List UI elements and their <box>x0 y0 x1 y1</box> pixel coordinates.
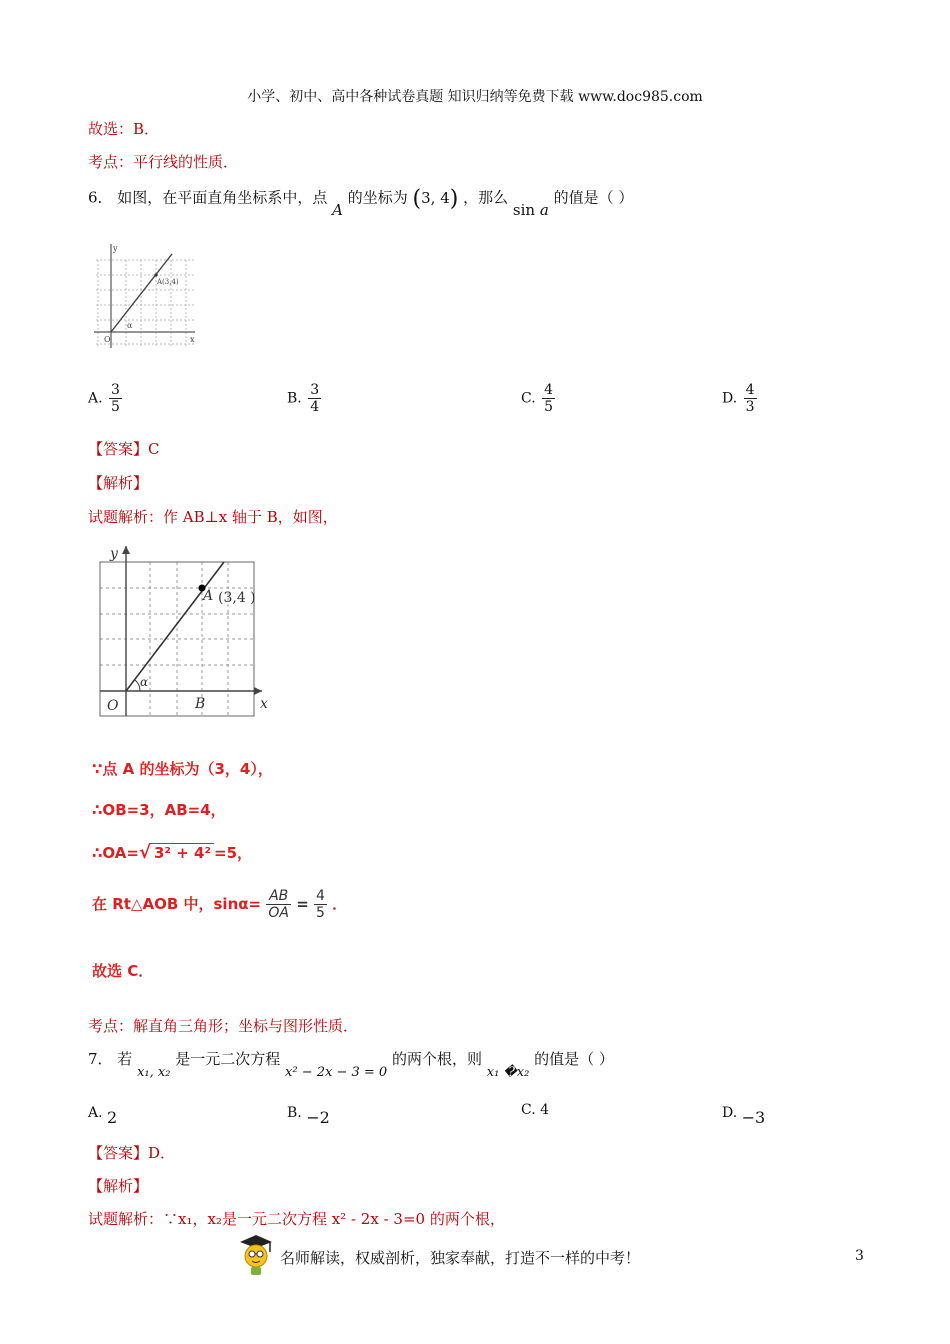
q7-option-a-letter: A. <box>88 1105 103 1121</box>
q6-small-label-alpha: α <box>127 321 133 330</box>
q6-solution-label-a: A <box>203 588 214 604</box>
q7-option-b-value: −2 <box>306 1108 330 1127</box>
q6-option-a-num: 3 <box>111 382 120 398</box>
q6-sin: sin <box>512 200 536 219</box>
q6-solution-label-x: x <box>260 696 268 712</box>
q6-solution-frac1-num: AB <box>266 888 291 905</box>
q7-analysis: 试题解析：∵x₁，x₂是一元二次方程 x² - 2x - 3=0 的两个根， <box>88 1210 505 1228</box>
q7-equation: x² − 2x − 3 = 0 <box>285 1065 388 1080</box>
q6-solution-frac2-den: 5 <box>316 905 325 921</box>
q6-small-label-x: x <box>190 335 195 344</box>
q6-solution-line-3-suffix: =5， <box>214 844 253 862</box>
q7-option-d-letter: D. <box>722 1105 738 1121</box>
q6-option-b-num: 3 <box>310 382 320 398</box>
q7-stem-mid2: 的两个根，则 <box>391 1050 482 1068</box>
q6-small-label-o: O <box>104 335 111 344</box>
q7-option-c-letter: C. <box>521 1102 536 1118</box>
q6-small-label-a: A(3,4) <box>157 278 179 286</box>
q7-jiexi-label: 【解析】 <box>88 1177 149 1195</box>
q6-option-d-letter: D. <box>722 390 738 407</box>
q7-option-b-letter: B. <box>287 1105 302 1121</box>
page-number: 3 <box>855 1248 864 1264</box>
q6-solution-line-1: ∵点 A 的坐标为（3，4）， <box>92 760 273 778</box>
q6-option-a-letter: A. <box>88 390 103 407</box>
q6-point-letter: A <box>332 200 343 219</box>
q6-solution-label-coord: (3,4 ) <box>218 590 256 606</box>
q6-coord: (3, 4) <box>412 186 459 211</box>
q7-product: x₁ �x₂ <box>486 1065 530 1080</box>
q6-option-b-den: 4 <box>310 399 320 415</box>
q7-answer: 【答案】D． <box>88 1144 176 1162</box>
q6-option-c-den: 5 <box>544 399 554 415</box>
q6-option-b-letter: B. <box>287 390 302 407</box>
q7-roots: x₁, x₂ <box>137 1065 171 1080</box>
q6-jiexi-label: 【解析】 <box>88 474 149 492</box>
q6-solution-line-3-prefix: ∴OA= <box>92 844 139 862</box>
q7-option-a <box>88 1102 118 1127</box>
q6-solution-label-y: y <box>110 546 118 562</box>
q6-coord-values: 3, 4 <box>421 188 450 207</box>
q6-solution-frac2-num: 4 <box>316 888 325 904</box>
q6-solution-line-4-suffix: ． <box>332 895 348 913</box>
q6-option-b <box>287 382 321 415</box>
q6-solution-line-5: 故选 C． <box>92 962 154 980</box>
prev-kaodian-line: 考点：平行线的性质． <box>88 153 239 171</box>
q7-option-a-value: 2 <box>107 1108 118 1127</box>
q6-small-figure <box>90 240 205 352</box>
q6-solution-line-3: ∴OA=√ 3² + 4² =5， <box>92 842 253 863</box>
q6-option-c <box>521 382 555 415</box>
q6-solution-radicand: 3² + 4² <box>151 843 214 862</box>
q6-sin-expression <box>513 201 549 219</box>
q6-solution-eq: = <box>296 895 309 913</box>
page-header: 小学、初中、高中各种试卷真题 知识归纳等免费下载 www.doc985.com <box>247 89 703 105</box>
q7-option-d <box>722 1102 766 1127</box>
q6-solution-line-4-prefix: 在 Rt△AOB 中，sinα= <box>92 895 262 913</box>
q6-option-d-num: 4 <box>745 382 755 398</box>
q6-solution-frac1-den: OA <box>268 905 289 921</box>
q6-stem-mid: 的坐标为 <box>347 188 408 207</box>
q6-option-c-num: 4 <box>544 382 554 398</box>
q6-solution-figure <box>92 538 282 723</box>
q6-option-a <box>88 382 122 415</box>
q6-solution-label-alpha: α <box>140 675 149 689</box>
q6-solution-line-2: ∴OB=3，AB=4， <box>92 801 226 819</box>
q6-option-c-letter: C. <box>521 390 536 407</box>
q6-analysis: 试题解析：作 AB⊥x 轴于 B，如图， <box>88 508 338 526</box>
q6-answer: 【答案】C <box>88 440 160 458</box>
q7-option-c-value: 4 <box>540 1102 550 1118</box>
q6-solution-label-o: O <box>107 698 119 714</box>
q6-kaodian: 考点：解直角三角形；坐标与图形性质． <box>88 1017 359 1035</box>
q6-small-label-y: y <box>113 244 118 253</box>
q7-option-b <box>287 1102 330 1127</box>
q7-stem-prefix: 7． 若 <box>88 1050 133 1068</box>
q6-solution-line-4 <box>92 888 347 921</box>
q6-alpha: a <box>539 200 549 219</box>
page-footer: 名师解读，权威剖析，独家奉献，打造不一样的中考！ <box>280 1249 641 1267</box>
q7-option-d-value: −3 <box>741 1108 766 1127</box>
q6-stem-mid2: ，那么 <box>463 188 509 207</box>
q7-stem-mid: 是一元二次方程 <box>175 1050 281 1068</box>
q6-stem-prefix: 6． 如图，在平面直角坐标系中，点 <box>88 188 328 207</box>
q6-option-d-den: 3 <box>745 399 755 415</box>
q6-stem-suffix: 的值是（ ） <box>553 188 634 207</box>
q6-stem <box>88 186 634 219</box>
q6-solution-label-b: B <box>195 696 206 712</box>
prev-answer-line: 故选：B． <box>88 120 160 138</box>
q6-option-a-den: 5 <box>111 399 120 415</box>
q7-stem <box>88 1048 614 1080</box>
mascot-icon <box>232 1232 274 1278</box>
q6-solution-oa-line <box>126 562 224 691</box>
q6-option-d <box>722 382 757 415</box>
q7-stem-suffix: 的值是（ ） <box>534 1050 614 1068</box>
q7-option-c <box>521 1102 549 1118</box>
